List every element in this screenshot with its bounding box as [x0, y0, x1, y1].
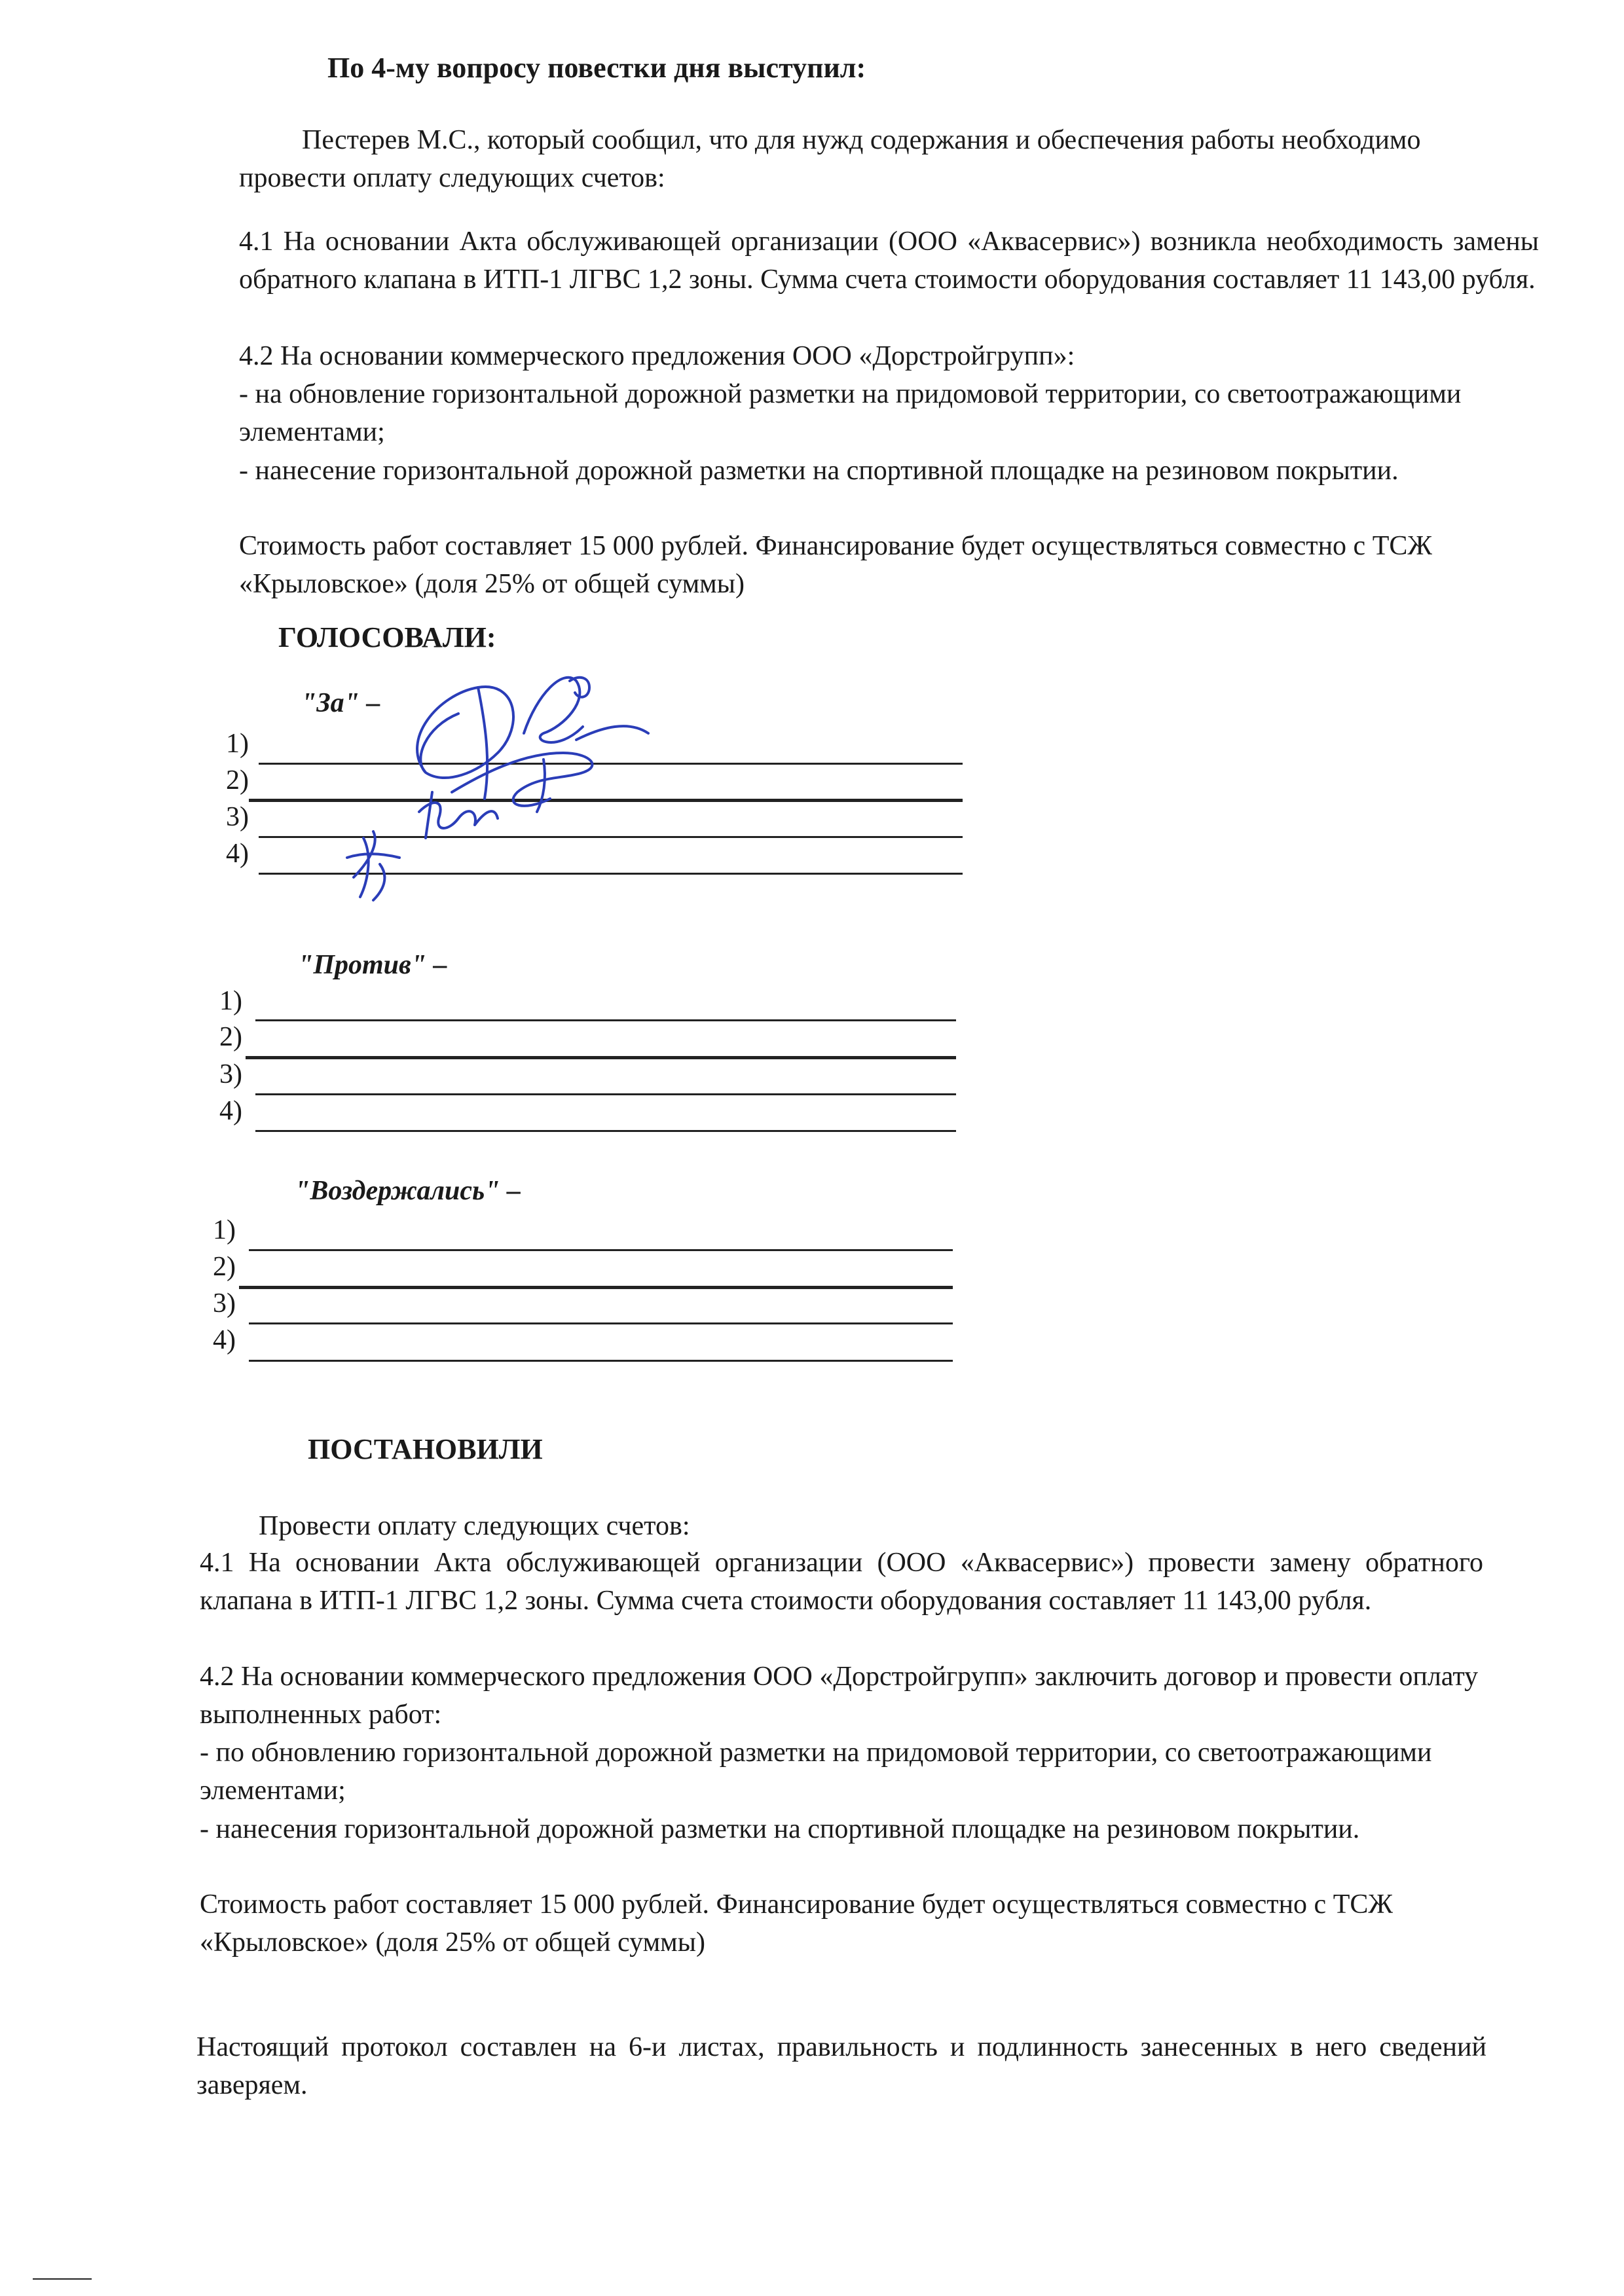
vote-abstain-line: [249, 1249, 953, 1251]
vote-against-line: [255, 1130, 956, 1132]
resolution-intro: Провести оплату следующих счетов:: [259, 1511, 690, 1541]
vote-against-line: [246, 1056, 956, 1059]
resolution-heading: ПОСТАНОВИЛИ: [308, 1433, 543, 1465]
resolution-cost: Стоимость работ составляет 15 000 рублей. Финансирование будет осуществляться совместно с ТСЖ «Крыловское» (доля 25% от общей суммы): [200, 1889, 1393, 1958]
vote-against-row: 1): [219, 986, 242, 1016]
item-4-2-b: - нанесение горизонтальной дорожной разметки на спортивной площадке на резиновом покрытии.: [239, 456, 1399, 486]
item-4-1: 4.1 На основании Акта обслуживающей организации (ООО «Аквасервис») возникла необходимость замены обратного клапана в ИТП-1 ЛГВС 1,2 зоны. Сумма счета стоимости оборудования составляет 11 143,00 рубля.: [239, 227, 1539, 295]
closing-statement: Настоящий протокол составлен на 6-и листах, правильность и подлинность занесенных в него сведений заверяем.: [196, 2032, 1486, 2100]
vote-abstain-row: 4): [213, 1325, 236, 1355]
page-edge-mark: [33, 2278, 92, 2280]
vote-against-label: "Против" –: [298, 950, 447, 980]
vote-abstain-label: "Воздержались" –: [295, 1176, 521, 1206]
vote-abstain-row: 3): [213, 1288, 236, 1319]
cost-paragraph: Стоимость работ составляет 15 000 рублей. Финансирование будет осуществляться совместно с ТСЖ «Крыловское» (доля 25% от общей суммы): [239, 531, 1432, 599]
vote-against-row: 2): [219, 1022, 242, 1052]
vote-abstain-row: 2): [213, 1252, 236, 1282]
resolution-item-4-2-b: - нанесения горизонтальной дорожной разметки на спортивной площадке на резиновом покрытии.: [200, 1814, 1360, 1844]
vote-against-line: [255, 1019, 956, 1021]
vote-abstain-row: 1): [213, 1215, 236, 1245]
vote-for-row: 2): [226, 765, 249, 795]
voting-heading: ГОЛОСОВАЛИ:: [278, 621, 496, 653]
vote-for-row: 1): [226, 729, 249, 759]
vote-abstain-line: [239, 1286, 953, 1289]
vote-for-label: "За" –: [301, 688, 380, 718]
vote-abstain-line: [249, 1360, 953, 1362]
resolution-item-4-1: 4.1 На основании Акта обслуживающей организации (ООО «Аквасервис») провести замену обратного клапана в ИТП-1 ЛГВС 1,2 зоны. Сумма счета стоимости оборудования составляет 11 143,00 рубля.: [200, 1548, 1483, 1616]
section-heading: По 4-му вопросу повестки дня выступил:: [327, 52, 866, 84]
resolution-item-4-2-intro: 4.2 На основании коммерческого предложения ООО «Дорстройгрупп» заключить договор и провести оплату выполненных работ:: [200, 1662, 1479, 1730]
speaker-intro: Пестерев М.С., который сообщил, что для нужд содержания и обеспечения работы необходимо провести оплату следующих счетов:: [239, 125, 1421, 193]
item-4-2-intro: 4.2 На основании коммерческого предложения ООО «Дорстройгрупп»:: [239, 341, 1075, 371]
resolution-item-4-2-a: - по обновлению горизонтальной дорожной разметки на придомовой территории, со светоотражающими элементами;: [200, 1738, 1432, 1806]
vote-against-row: 4): [219, 1096, 242, 1126]
vote-abstain-line: [249, 1322, 953, 1324]
vote-against-line: [255, 1093, 956, 1095]
vote-against-row: 3): [219, 1059, 242, 1089]
item-4-2-a: - на обновление горизонтальной дорожной разметки на придомовой территории, со светоотражающими элементами;: [239, 379, 1462, 447]
vote-for-row: 3): [226, 802, 249, 832]
handwritten-signatures: [327, 642, 668, 917]
vote-for-row: 4): [226, 839, 249, 869]
